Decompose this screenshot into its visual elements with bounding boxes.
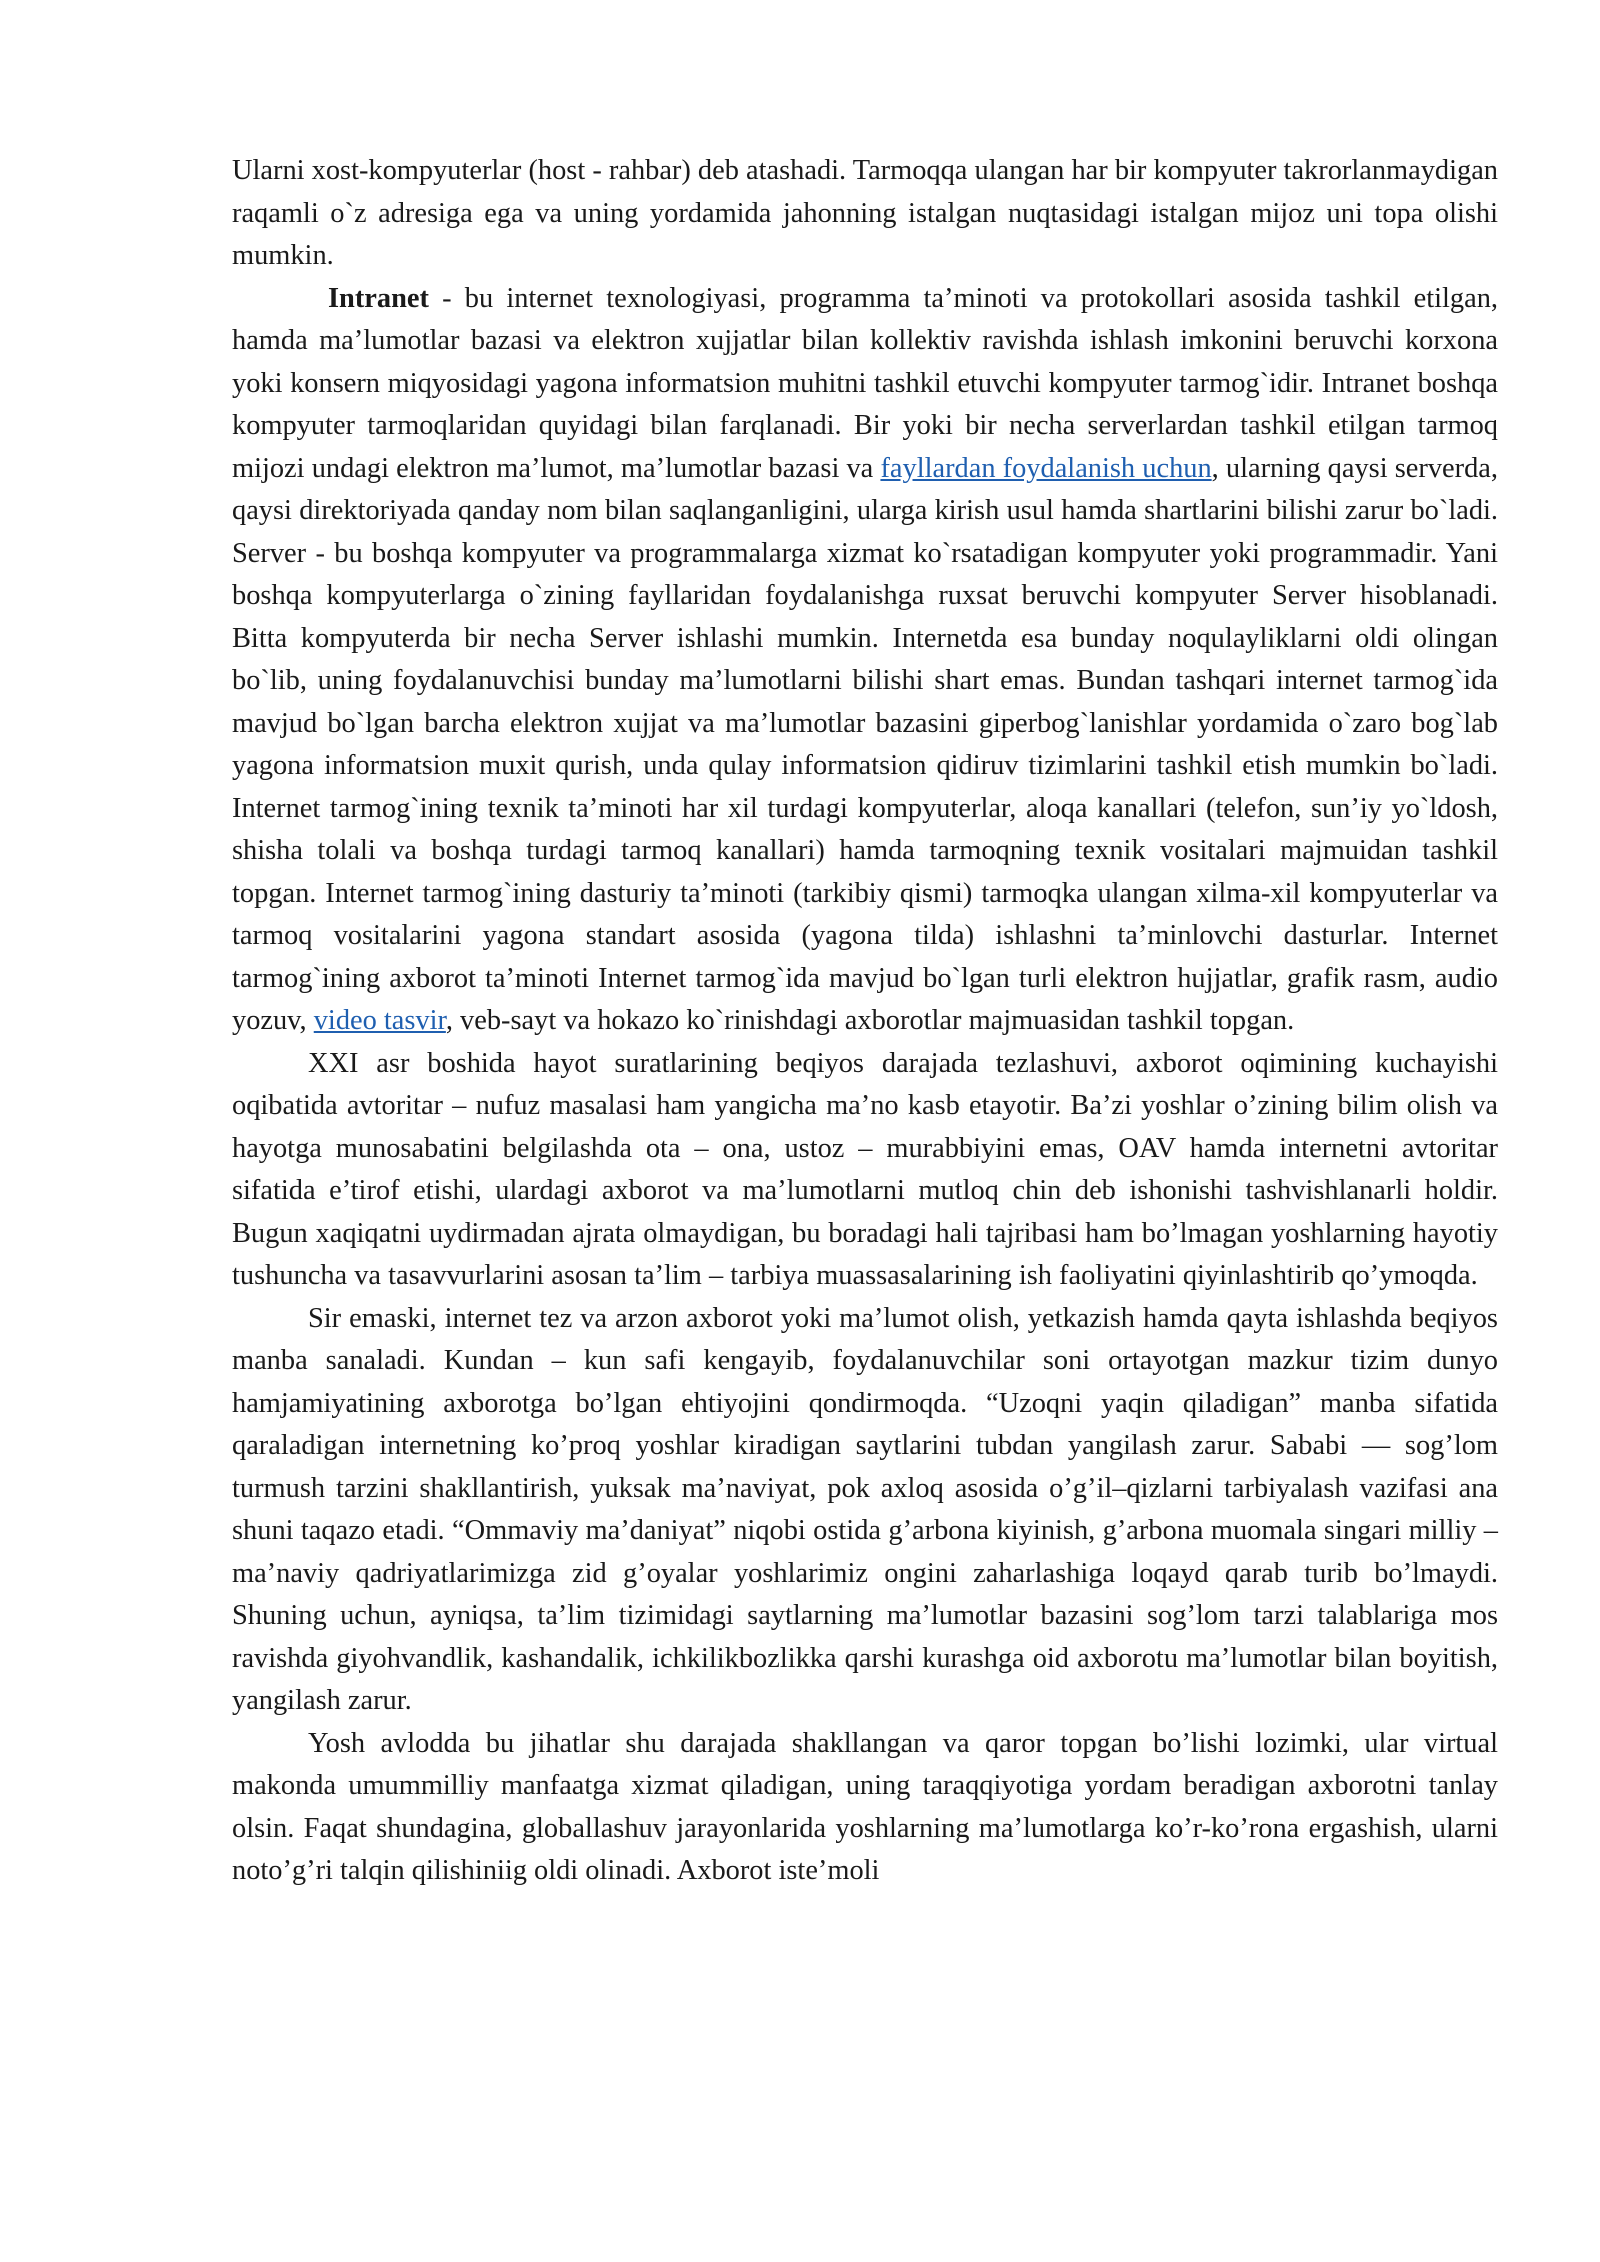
document-page xyxy=(232,150,1498,1893)
paragraph-4: Sir emaski, internet tez va arzon axborot yoki ma’lumot olish, yetkazish hamda qayta ishlashda beqiyos manba sanaladi. Kundan – kun safi kengayib, foydalanuvchilar soni ortayotgan mazkur tizim dunyo hamjamiyatining axborotga bo’lgan ehtiyojini qondirmoqda. “Uzoqni yaqin qiladigan” manba sifatida qaraladigan internetning ko’proq yoshlar kiradigan saytlarini tubdan yangilash zarur. Sababi — sog’lom turmush tarzini shakllantirish, yuksak ma’naviyat, pok axloq asosida o’g’il–qizlarni tarbiyalash vazifasi ana shuni taqazo etadi. “Ommaviy ma’daniyat” niqobi ostida g’arbona kiyinish, g’arbona muomala singari milliy – ma’naviy qadriyatlarimizga zid g’oyalar yoshlarimiz ongini zaharlashiga loqayd qarab turib bo’lmaydi. Shuning uchun, ayniqsa, ta’lim tizimidagi saytlarning ma’lumotlar bazasini sog’lom tarzi talablariga mos ravishda giyohvandlik, kashandalik, ichkilikbozlikka qarshi kurashga oid axborotu ma’lumotlar bilan boyitish, yangilash zarur. xyxy=(232,1302,1498,1716)
video-link[interactable]: video tasvir xyxy=(313,1005,446,1036)
paragraph-2 xyxy=(232,278,1498,1043)
files-usage-link[interactable]: fayllardan foydalanish uchun xyxy=(880,452,1212,484)
paragraph-5: Yosh avlodda bu jihatlar shu darajada shakllangan va qaror topgan bo’lishi lozimki, ular virtual makonda umummilliy manfaatga xizmat qiladigan, uning taraqqiyotiga yordam beradigan axborotni tanlay olsin. Faqat shundagina, globallashuv jarayonlarida yoshlarning ma’lumotlarga ko’r-ko’rona ergashish, ularni noto’g’ri talqin qilishiniig oldi olinadi. Axborot iste’moli xyxy=(232,1727,1498,1886)
paragraph-3: XXI asr boshida hayot suratlarining beqiyos darajada tezlashuvi, axborot oqimining kuchayishi oqibatida avtoritar – nufuz masalasi ham yangicha ma’no kasb etayotir. Ba’zi yoshlar o’zining bilim olish va hayotga munosabatini belgilashda ota – ona, ustoz – murabbiyini emas, OAV hamda internetni avtoritar sifatida e’tirof etishi, ulardagi axborot va ma’lumotlarni mutloq chin deb ishonishi tashvishlanarli holdir. Bugun xaqiqatni uydirmadan ajrata olmaydigan, bu boradagi hali tajribasi ham bo’lmagan yoshlarning hayotiy tushuncha va tasavvurlarini asosan ta’lim – tarbiya muassasalarining ish faoliyatini qiyinlashtirib qo’ymoqda. xyxy=(232,1047,1498,1291)
paragraph-2-text-c: , veb-sayt va hokazo ko`rinishdagi axborotlar majmuasidan tashkil topgan. xyxy=(445,1005,1295,1036)
paragraph-1: Ularni xost-kompyuterlar (host - rahbar) deb atashadi. Tarmoqqa ulangan har bir kompyuter takrorlanmaydigan raqamli o`z adresiga ega va uning yordamida jahonning istalgan nuqtasidagi istalgan mijoz uni topa olishi mumkin. xyxy=(232,155,1498,271)
intranet-term: Intranet xyxy=(328,282,429,314)
paragraph-2-text-a: - bu internet texnologiyasi, programma ta’minoti va protokollari asosida tashkil etilgan, hamda ma’lumotlar bazasi va elektron xujjatlar bilan kollektiv ravishda ishlash imkonini beruvchi korxona yoki konsern miqyosidagi yagona informatsion muhitni tashkil etuvchi kompyuter tarmog`idir. Intranet boshqa kompyuter tarmoqlaridan quyidagi bilan farqlanadi. Bir yoki bir necha serverlardan tashkil etilgan tarmoq mijozi undagi elektron ma’lumot, ma’lumotlar bazasi va xyxy=(232,282,1498,484)
paragraph-2-text-b: , ularning qaysi serverda, qaysi direktoriyada qanday nom bilan saqlanganligini, ularga kirish usul hamda shartlarini bilishi zarur bo`ladi. Server - bu boshqa kompyuter va programmalarga xizmat ko`rsatadigan kompyuter yoki programmadir. Yani boshqa kompyuterlarga o`zining fayllaridan foydalanishga ruxsat beruvchi kompyuter Server hisoblanadi. Bitta kompyuterda bir necha Server ishlashi mumkin. Internetda esa bunday noqulayliklarni oldi olingan bo`lib, uning foydalanuvchisi bunday ma’lumotlarni bilishi shart emas. Bundan tashqari internet tarmog`ida mavjud bo`lgan barcha elektron xujjat va ma’lumotlar bazasini giperbog`lanishlar yordamida o`zaro bog`lab yagona informatsion muxit qurish, unda qulay informatsion qidiruv tizimlarini tashkil etish mumkin bo`ladi. Internet tarmog`ining texnik ta’minoti har xil turdagi kompyuterlar, aloqa kanallari (telefon, sun’iy yo`ldosh, shisha tolali va boshqa turdagi tarmoq kanallari) hamda tarmoqning texnik vositalari majmuidan tashkil topgan. Internet tarmog`ining dasturiy ta’minoti (tarkibiy qismi) tarmoqka ulangan xilma-xil kompyuterlar va tarmoq vositalarini yagona standart asosida (yagona tilda) ishlashni ta’minlovchi dasturlar. Internet tarmog`ining axborot ta’minoti Internet tarmog`ida mavjud bo`lgan turli elektron hujjatlar, grafik rasm, audio yozuv, xyxy=(232,452,1498,1036)
